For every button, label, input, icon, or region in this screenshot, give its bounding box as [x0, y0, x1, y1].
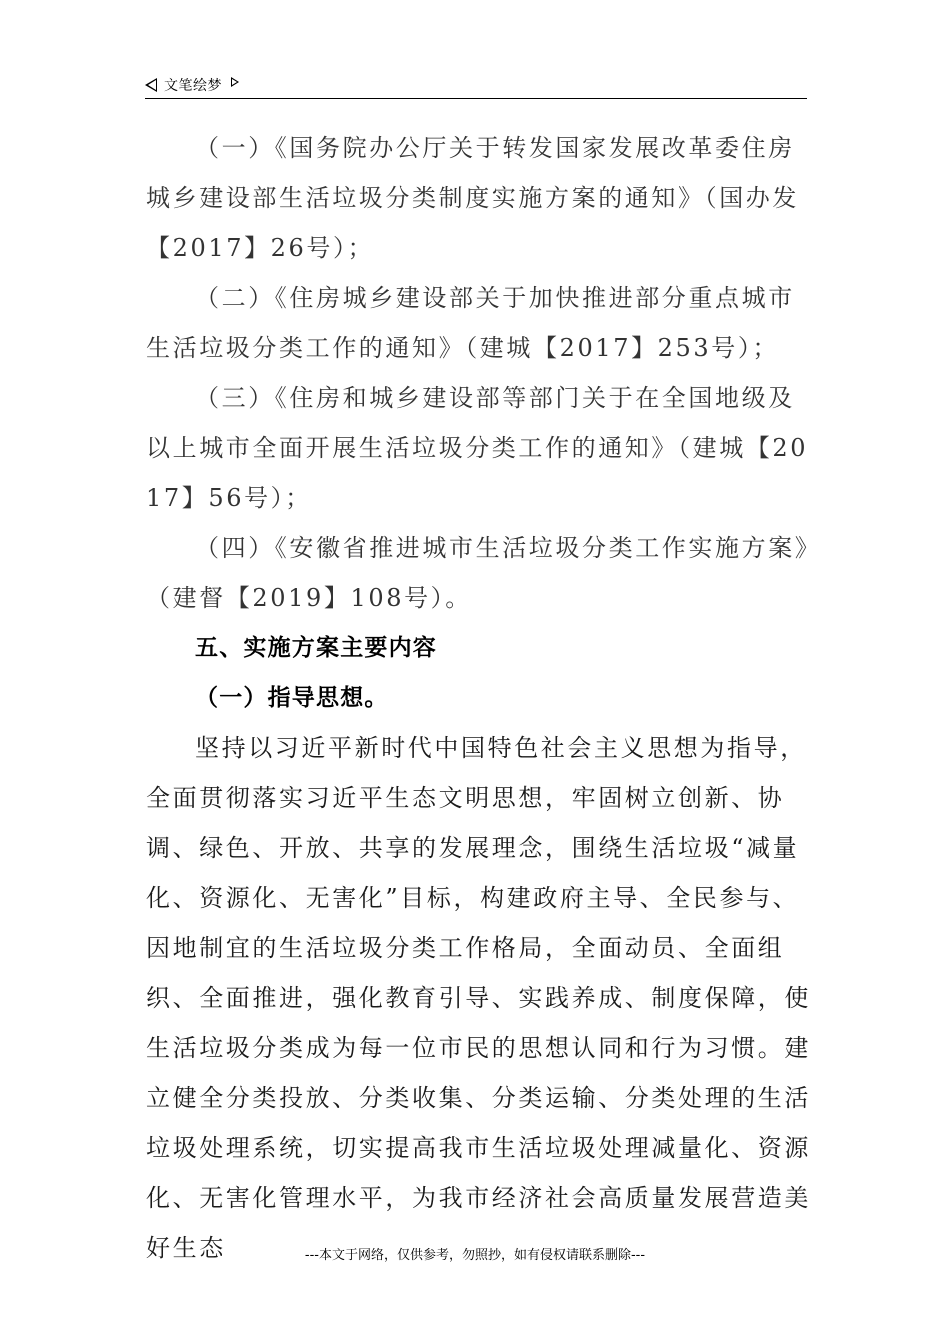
body-paragraph: 坚持以习近平新时代中国特色社会主义思想为指导，全面贯彻落实习近平生态文明思想，牢固树立创新、协调、绿色、开放、共享的发展理念，围绕生活垃圾“减量化、资源化、无害化”目标，构建政府主导、全民参与、因地制宜的生活垃圾分类工作格局，全面动员、全面组织、全面推进，强化教育引导、实践养成、制度保障，使生活垃圾分类成为每一位市民的思想认同和行为习惯。建立健全分类投放、分类收集、分类运输、分类处理的生活垃圾处理系统，切实提高我市生活垃圾处理减量化、资源化、无害化管理水平，为我市经济社会高质量发展营造美好生态: [146, 734, 811, 1262]
section-title: 五、实施方案主要内容: [195, 635, 437, 661]
header-brand: 文笔绘梦: [164, 78, 222, 94]
triangle-right-icon: [231, 77, 239, 87]
subsection-title: （一）指导思想。: [195, 685, 389, 711]
reference-item-1: （一）《国务院办公厅关于转发国家发展改革委住房城乡建设部生活垃圾分类制度实施方案的通知》（国办发【2017】26号）；: [146, 134, 799, 262]
page-footer: ---本文于网络，仅供参考，勿照抄，如有侵权请联系删除---: [304, 1248, 646, 1263]
reference-item-3: （三）《住房和城乡建设部等部门关于在全国地级及以上城市全面开展生活垃圾分类工作的通知》（建城【2017】56号）；: [146, 384, 809, 512]
document-body: [146, 123, 811, 1273]
triangle-left-icon: [145, 78, 157, 92]
page-header: [145, 72, 807, 99]
reference-item-2: （二）《住房城乡建设部关于加快推进部分重点城市生活垃圾分类工作的通知》（建城【2017】253号）；: [146, 284, 795, 362]
reference-item-4: （四）《安徽省推进城市生活垃圾分类工作实施方案》（建督【2019】108号）。: [146, 534, 810, 612]
